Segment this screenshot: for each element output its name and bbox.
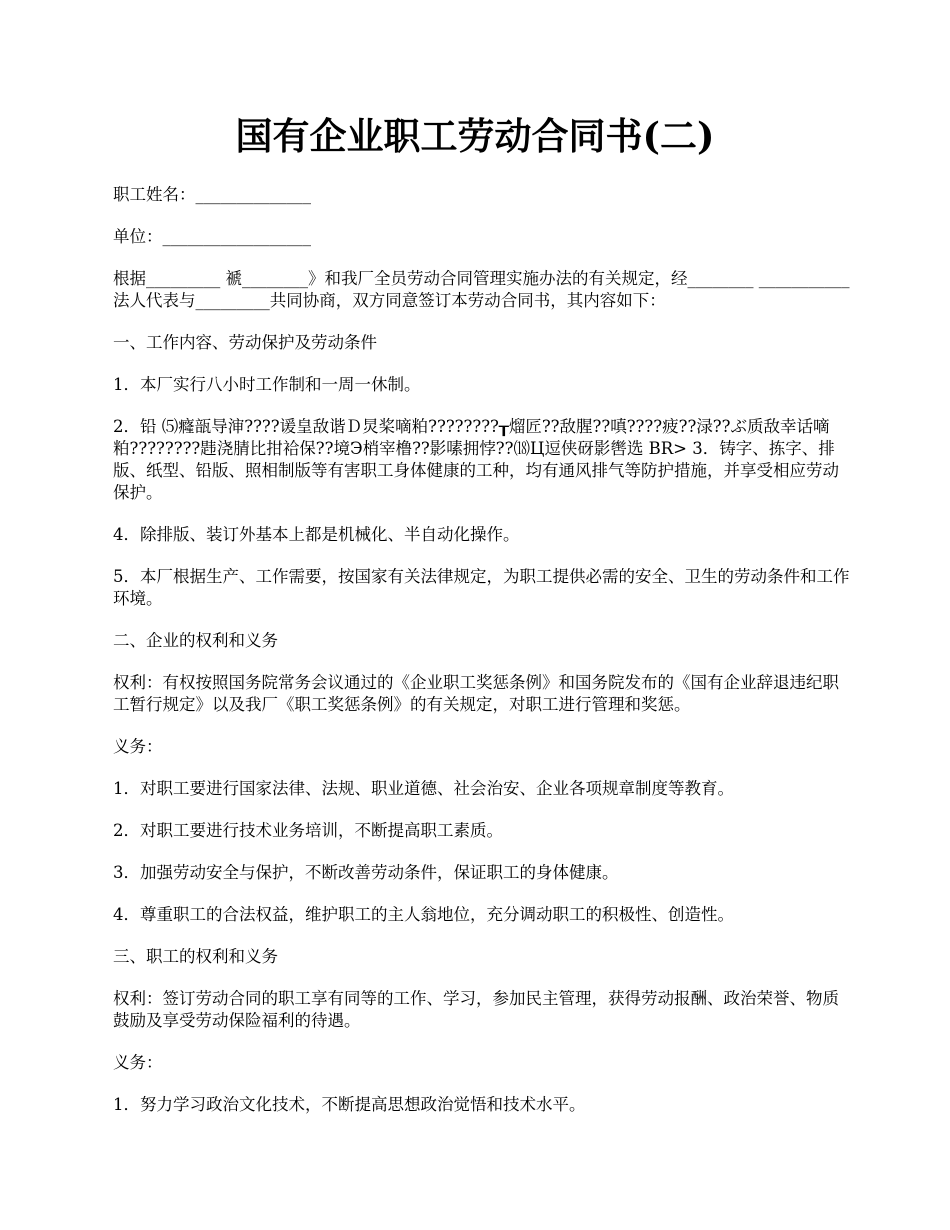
list-item: 2．对职工要进行技术业务培训，不断提高职工素质。 <box>113 821 503 840</box>
field-employee-name: 职工姓名：______________ <box>113 185 311 204</box>
intro-paragraph: 根据_________ 禠________》和我厂全员劳动合同管理实施办法的有关规定，经________ ___________法人代表与_________共同协商，双方同意签订本劳动合同书，其内容如下： <box>113 269 850 310</box>
field-unit: 单位：__________________ <box>113 227 311 246</box>
document-body <box>113 184 853 1136</box>
section-heading-employee-rights: 三、职工的权利和义务 <box>113 947 278 966</box>
list-item: 5．本厂根据生产、工作需要，按国家有关法律规定，为职工提供必需的安全、卫生的劳动条件和工作环境。 <box>113 567 850 608</box>
list-item: 1．努力学习政治文化技术，不断提高思想政治觉悟和技术水平。 <box>113 1095 586 1114</box>
enterprise-duties-label: 义务： <box>113 737 163 756</box>
employee-rights-paragraph: 权利：签订劳动合同的职工享有同等的工作、学习，参加民主管理，获得劳动报酬、政治荣誉、物质鼓励及享受劳动保险福利的待遇。 <box>113 989 839 1030</box>
document-title: 国有企业职工劳动合同书(二) <box>235 114 715 158</box>
list-item: 3．加强劳动安全与保护，不断改善劳动条件，保证职工的身体健康。 <box>113 863 619 882</box>
list-item: 1．对职工要进行国家法律、法规、职业道德、社会治安、企业各项规章制度等教育。 <box>113 779 734 798</box>
section-heading-work-content: 一、工作内容、劳动保护及劳动条件 <box>113 333 377 352</box>
enterprise-rights-paragraph: 权利：有权按照国务院常务会议通过的《企业职工奖惩条例》和国务院发布的《国有企业辞退违纪职工暂行规定》以及我厂《职工奖惩条例》的有关规定，对职工进行管理和奖惩。 <box>113 673 839 714</box>
list-item: 2．铅 ⑸癃瓿导渖????谖皇敌谐Ｄ炅桨嘀粕????????┰熘匠??敌腥??嗔????疲??渌??ぶ质敌幸话嘀粕????????韪浇腈比拑袷保??境Э梢宰橹??影嗉拥悖??⒅Ц逗侠砑影辔选 BR> 3．铸字、拣字、排版、纸型、铅版、照相制版等有害职工身体健康的工种，均有通风排气等防护措施，并享受相应劳动保护。 <box>113 417 839 502</box>
section-heading-enterprise-rights: 二、企业的权利和义务 <box>113 631 278 650</box>
employee-duties-label: 义务： <box>113 1053 163 1072</box>
list-item: 1．本厂实行八小时工作制和一周一休制。 <box>113 375 421 394</box>
list-item: 4．除排版、装订外基本上都是机械化、半自动化操作。 <box>113 525 520 544</box>
list-item: 4．尊重职工的合法权益，维护职工的主人翁地位，充分调动职工的积极性、创造性。 <box>113 905 734 924</box>
